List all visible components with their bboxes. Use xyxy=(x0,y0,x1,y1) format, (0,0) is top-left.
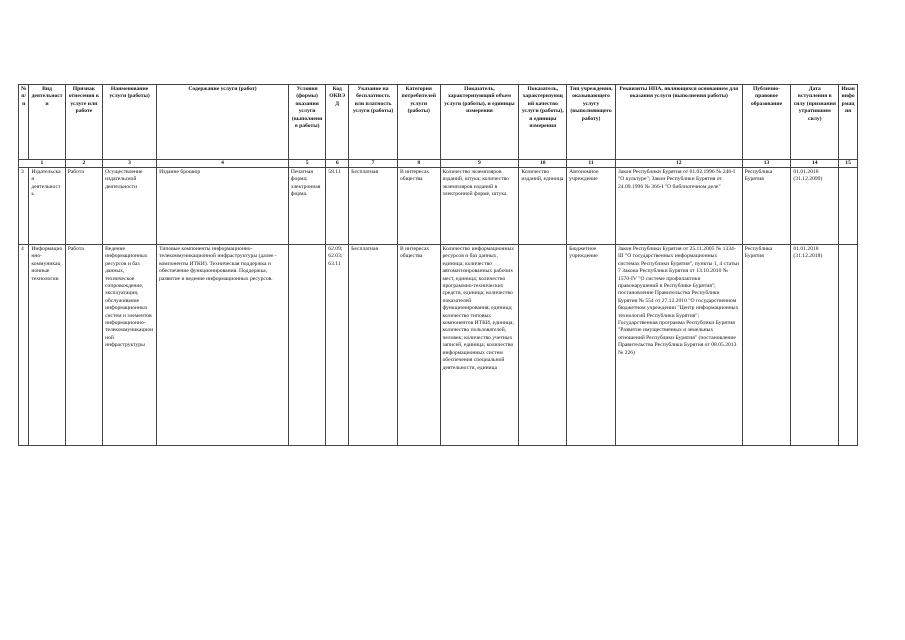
header-entity: Публично-правовое образование xyxy=(742,85,791,160)
table-row xyxy=(19,245,858,446)
header-conditions: Условия (формы) оказания услуги (выполнения работы) xyxy=(288,85,325,160)
cell-date: 01.01.2018 (31.12.2099) xyxy=(791,168,839,245)
cell-content: Типовые компоненты информационно-телекоммуникационной инфраструктуры (далее - компоненты ИТКИ). Техническая поддержка и обеспечение функционирования. Поддержка, развитие и ведение информационных ресурсов. xyxy=(157,245,289,446)
cell-other xyxy=(839,245,858,446)
column-number-row xyxy=(19,160,858,168)
header-row xyxy=(19,85,858,160)
header-sign: Признак отнесения к услуге или работе xyxy=(65,85,102,160)
cell-npa: Закон Республики Бурятия от 25.11.2005 № 1334-III "О государственных информационных системах Республики Бурятия", пункты 1, 4 статьи 7 Закона Республики Бурятия от 13.10.2010 № 1570-IV "О системе профилактики правонарушений в Республике Бурятия"; постановление Правительства Республики Бурятия № 554 от 27.12.2010 "О государственном бюджетном учреждении "Центр информационных технологий Республики Бурятия"; Государственная программа Республики Бурятия "Развитие имущественных и земельных отношений Республики Бурятия" (постановление Правительства Республики Бурятия от 08.05.2013 № 226) xyxy=(615,245,742,446)
cell-npa: Закон Республики Бурятия от 01.02.1996 № 246-I "О культуре"; Закон Республики Бурятия от 24.09.1996 № 366-I "О библиотечном деле" xyxy=(615,168,742,245)
cell-content: Издание брошюр xyxy=(157,168,289,245)
cell-sign: Работа xyxy=(65,168,102,245)
column-number: 8 xyxy=(397,160,440,168)
cell-quality: Количество изданий, единица xyxy=(519,168,567,245)
column-number: 4 xyxy=(157,160,289,168)
column-number: 14 xyxy=(791,160,839,168)
cell-entity: Республика Бурятия xyxy=(742,168,791,245)
cell-okved: 58.11 xyxy=(326,168,349,245)
cell-entity: Республика Бурятия xyxy=(742,245,791,446)
cell-conditions: Печатная форма; электронная форма. xyxy=(288,168,325,245)
header-other: Иная информация xyxy=(839,85,858,160)
document-page xyxy=(18,84,858,446)
cell-consumers: В интересах общества xyxy=(397,245,440,446)
cell-consumers: В интересах общества xyxy=(397,168,440,245)
header-date: Дата вступления в силу (признания утратившим силу) xyxy=(791,85,839,160)
services-register-table xyxy=(18,84,858,446)
column-number: 12 xyxy=(615,160,742,168)
cell-other xyxy=(839,168,858,245)
column-number: 7 xyxy=(349,160,398,168)
header-name: Наименование услуги (работы) xyxy=(103,85,157,160)
column-number: 11 xyxy=(567,160,616,168)
header-activity: Вид деятельности xyxy=(29,85,65,160)
cell-num: 3 xyxy=(19,168,29,245)
cell-name: Осуществление издательской деятельности xyxy=(103,168,157,245)
header-okved: Код ОКВЭД xyxy=(326,85,349,160)
column-number: 10 xyxy=(519,160,567,168)
column-number: 15 xyxy=(839,160,858,168)
cell-conditions xyxy=(288,245,325,446)
column-number: 9 xyxy=(440,160,519,168)
column-number: 2 xyxy=(65,160,102,168)
header-volume: Показатель, характеризующий объем услуги (работы), и единицы измерения xyxy=(440,85,519,160)
column-number: 1 xyxy=(19,160,66,168)
cell-payment: Бесплатная xyxy=(349,168,398,245)
column-number: 6 xyxy=(326,160,349,168)
cell-volume: Количество экземпляров изданий, штука; количество экземпляров изданий в электронной форме, штука xyxy=(440,168,519,245)
cell-activity: Информационно-коммуникационные технологии xyxy=(29,245,65,446)
cell-payment: Бесплатная xyxy=(349,245,398,446)
header-consumers: Категория потребителей услуги (работы) xyxy=(397,85,440,160)
header-npa: Реквизиты НПА, являющихся основанием для оказания услуги (выполнения работы) xyxy=(615,85,742,160)
cell-date: 01.01.2018 (31.12.2018) xyxy=(791,245,839,446)
header-content: Содержание услуги (работ) xyxy=(157,85,289,160)
cell-institution-type: Автономное учреждение xyxy=(567,168,616,245)
cell-activity: Издательская деятельность xyxy=(29,168,65,245)
cell-institution-type: Бюджетное учреждение xyxy=(567,245,616,446)
header-quality: Показатель, характеризующий качество услуги (работы), и единицы измерения xyxy=(519,85,567,160)
column-number: 5 xyxy=(288,160,325,168)
table-row xyxy=(19,168,858,245)
header-institution-type: Тип учреждения, оказывающего услугу (выполняющего работу) xyxy=(567,85,616,160)
cell-okved: 62.09; 62.03; 63.11 xyxy=(326,245,349,446)
column-number: 13 xyxy=(742,160,791,168)
cell-volume: Количество информационных ресурсов и баз данных, единица; количество автоматизированных рабочих мест, единица; количество программно-технических средств, единица; количество показателей функционирования, единица; количество типовых компонентов ИТКИ, единица; количество пользователей, человек; количество учетных записей, единица; количество информационных систем обеспечения специальной деятельности, единица xyxy=(440,245,519,446)
cell-name: Ведение информационных ресурсов и баз данных, техническое сопровождение, эксплуатация, обслуживание информационных систем и элементов информационно-телекоммуникационной инфраструктуры xyxy=(103,245,157,446)
cell-num: 4 xyxy=(19,245,29,446)
cell-sign: Работа xyxy=(65,245,102,446)
column-number: 3 xyxy=(103,160,157,168)
cell-quality xyxy=(519,245,567,446)
header-payment: Указание на бесплатность или платность услуги (работы) xyxy=(349,85,398,160)
header-num: № п/п xyxy=(19,85,29,160)
